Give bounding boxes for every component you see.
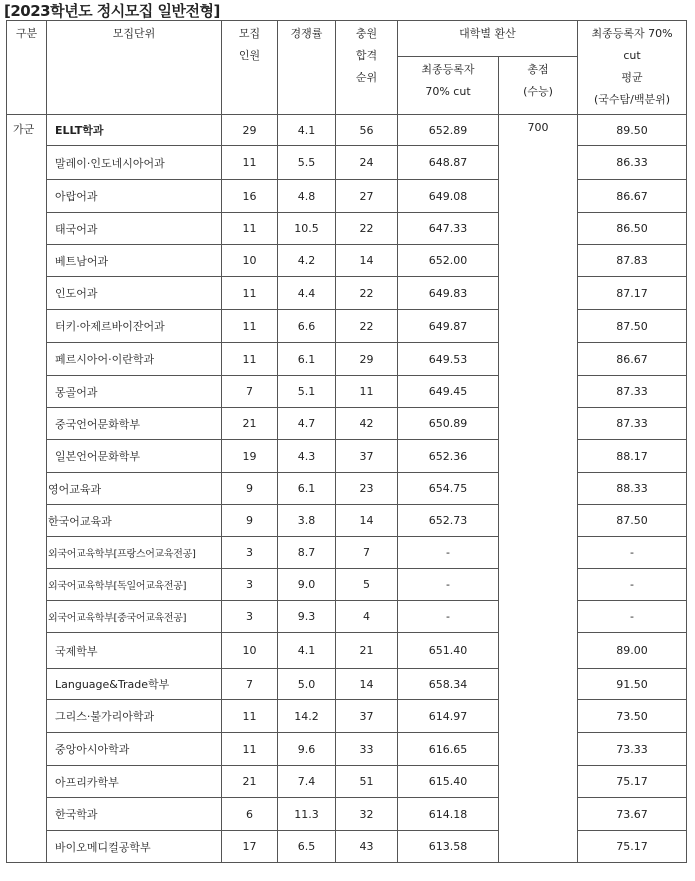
competition-cell: 4.8 (278, 180, 336, 213)
rank-cell: 42 (336, 408, 398, 440)
conversion-cut-cell: 649.53 (398, 343, 499, 376)
conversion-cut-cell: 649.08 (398, 180, 499, 213)
capacity-cell: 11 (222, 733, 278, 766)
capacity-cell: 17 (222, 831, 278, 863)
header-conv-cut-line1: 최종등록자 (421, 63, 475, 76)
final-cut-cell: 89.50 (578, 115, 687, 146)
table-row (7, 633, 687, 669)
header-final-line2: cut (623, 49, 641, 62)
capacity-cell: 6 (222, 798, 278, 831)
unit-cell: 한국어교육과 (47, 505, 222, 537)
competition-cell: 4.4 (278, 277, 336, 310)
header-rank-line2: 합격 (355, 49, 378, 62)
competition-cell: 7.4 (278, 766, 336, 798)
final-cut-cell: 87.50 (578, 505, 687, 537)
final-cut-cell: 87.17 (578, 277, 687, 310)
conversion-cut-cell: 615.40 (398, 766, 499, 798)
header-competition: 경쟁률 (278, 21, 336, 115)
unit-cell: 한국학과 (47, 798, 222, 831)
capacity-cell: 10 (222, 633, 278, 669)
rank-cell: 14 (336, 669, 398, 700)
conversion-cut-cell: 649.83 (398, 277, 499, 310)
rank-cell: 5 (336, 569, 398, 601)
unit-cell: 아프리카학부 (47, 766, 222, 798)
conversion-cut-cell: 613.58 (398, 831, 499, 863)
rank-cell: 23 (336, 473, 398, 505)
capacity-cell: 11 (222, 700, 278, 733)
final-cut-cell: 89.00 (578, 633, 687, 669)
final-cut-cell: 87.33 (578, 408, 687, 440)
capacity-cell: 16 (222, 180, 278, 213)
final-cut-cell: 91.50 (578, 669, 687, 700)
conversion-cut-cell: - (398, 537, 499, 569)
header-gubun: 구분 (7, 21, 47, 115)
table-row (7, 245, 687, 277)
competition-cell: 5.5 (278, 146, 336, 180)
rank-cell: 22 (336, 213, 398, 245)
unit-cell: 몽골어과 (47, 376, 222, 408)
header-conv-cut (398, 57, 499, 115)
unit-cell: 태국어과 (47, 213, 222, 245)
header-final (578, 21, 687, 115)
table-row (7, 440, 687, 473)
competition-cell: 6.1 (278, 343, 336, 376)
unit-cell: 중앙아시아학과 (47, 733, 222, 766)
capacity-cell: 3 (222, 601, 278, 633)
rank-cell: 11 (336, 376, 398, 408)
table-row (7, 310, 687, 343)
conversion-cut-cell: 648.87 (398, 146, 499, 180)
rank-cell: 7 (336, 537, 398, 569)
capacity-cell: 29 (222, 115, 278, 146)
competition-cell: 10.5 (278, 213, 336, 245)
capacity-cell: 19 (222, 440, 278, 473)
conversion-cut-cell: 649.45 (398, 376, 499, 408)
final-cut-cell: 86.67 (578, 180, 687, 213)
competition-cell: 6.6 (278, 310, 336, 343)
header-conv-total (499, 57, 578, 115)
final-cut-cell: 75.17 (578, 831, 687, 863)
total-score-cell: 700 (499, 115, 578, 863)
final-cut-cell: 73.50 (578, 700, 687, 733)
rank-cell: 43 (336, 831, 398, 863)
conversion-cut-cell: 658.34 (398, 669, 499, 700)
competition-cell: 9.0 (278, 569, 336, 601)
rank-cell: 14 (336, 245, 398, 277)
competition-cell: 8.7 (278, 537, 336, 569)
table-row (7, 766, 687, 798)
competition-cell: 3.8 (278, 505, 336, 537)
header-conv-total-line2: (수능) (523, 85, 553, 98)
unit-cell: 외국어교육학부[프랑스어교육전공] (47, 537, 222, 569)
rank-cell: 24 (336, 146, 398, 180)
table-row (7, 798, 687, 831)
table-row (7, 115, 687, 146)
unit-cell: 외국어교육학부[중국어교육전공] (47, 601, 222, 633)
unit-cell: Language&Trade학부 (47, 669, 222, 700)
final-cut-cell: 87.83 (578, 245, 687, 277)
conversion-cut-cell: 614.97 (398, 700, 499, 733)
capacity-cell: 3 (222, 569, 278, 601)
competition-cell: 5.0 (278, 669, 336, 700)
capacity-cell: 10 (222, 245, 278, 277)
capacity-cell: 21 (222, 766, 278, 798)
unit-cell: 영어교육과 (47, 473, 222, 505)
header-conversion: 대학별 환산 (398, 21, 578, 57)
header-rank-line1: 충원 (355, 27, 378, 40)
unit-cell: 페르시아어·이란학과 (47, 343, 222, 376)
competition-cell: 14.2 (278, 700, 336, 733)
conversion-cut-cell: 649.87 (398, 310, 499, 343)
competition-cell: 9.3 (278, 601, 336, 633)
unit-cell: 일본언어문화학부 (47, 440, 222, 473)
header-final-line4: (국수탐/백분위) (593, 93, 671, 106)
final-cut-cell: 73.33 (578, 733, 687, 766)
header-final-line1: 최종등록자 70% (591, 27, 673, 40)
rank-cell: 22 (336, 277, 398, 310)
header-rank-line3: 순위 (355, 71, 378, 84)
table-row (7, 376, 687, 408)
group-label-cell: 가군 (7, 115, 47, 863)
table-row (7, 831, 687, 863)
rank-cell: 22 (336, 310, 398, 343)
conversion-cut-cell: 652.73 (398, 505, 499, 537)
final-cut-cell: 73.67 (578, 798, 687, 831)
unit-cell: 국제학부 (47, 633, 222, 669)
capacity-cell: 11 (222, 310, 278, 343)
header-capacity (222, 21, 278, 115)
unit-cell: 중국언어문화학부 (47, 408, 222, 440)
capacity-cell: 9 (222, 505, 278, 537)
table-row (7, 213, 687, 245)
capacity-cell: 11 (222, 277, 278, 310)
unit-cell: 외국어교육학부[독일어교육전공] (47, 569, 222, 601)
table-body (7, 115, 687, 863)
table-row (7, 569, 687, 601)
competition-cell: 11.3 (278, 798, 336, 831)
unit-cell: 그리스·불가리아학과 (47, 700, 222, 733)
final-cut-cell: 87.50 (578, 310, 687, 343)
conversion-cut-cell: 654.75 (398, 473, 499, 505)
competition-cell: 4.2 (278, 245, 336, 277)
table-row (7, 408, 687, 440)
competition-cell: 5.1 (278, 376, 336, 408)
header-conv-total-line1: 총점 (527, 63, 549, 76)
final-cut-cell: 86.33 (578, 146, 687, 180)
capacity-cell: 7 (222, 669, 278, 700)
table-row (7, 473, 687, 505)
table-row (7, 601, 687, 633)
conversion-cut-cell: 650.89 (398, 408, 499, 440)
table-row (7, 180, 687, 213)
conversion-cut-cell: - (398, 569, 499, 601)
competition-cell: 4.1 (278, 115, 336, 146)
admission-table (6, 20, 687, 863)
competition-cell: 4.7 (278, 408, 336, 440)
final-cut-cell: 86.67 (578, 343, 687, 376)
competition-cell: 4.3 (278, 440, 336, 473)
table-row (7, 733, 687, 766)
competition-cell: 6.5 (278, 831, 336, 863)
capacity-cell: 11 (222, 146, 278, 180)
capacity-cell: 3 (222, 537, 278, 569)
header-capacity-line2: 인원 (238, 49, 261, 62)
header-conv-cut-line2: 70% cut (425, 85, 471, 98)
rank-cell: 27 (336, 180, 398, 213)
competition-cell: 4.1 (278, 633, 336, 669)
header-unit: 모집단위 (47, 21, 222, 115)
final-cut-cell: 75.17 (578, 766, 687, 798)
unit-cell: 말레이·인도네시아어과 (47, 146, 222, 180)
table-row (7, 669, 687, 700)
table-row (7, 277, 687, 310)
conversion-cut-cell: 614.18 (398, 798, 499, 831)
final-cut-cell: - (578, 537, 687, 569)
rank-cell: 37 (336, 700, 398, 733)
conversion-cut-cell: 652.00 (398, 245, 499, 277)
table-row (7, 343, 687, 376)
capacity-cell: 11 (222, 213, 278, 245)
table-row (7, 537, 687, 569)
rank-cell: 4 (336, 601, 398, 633)
competition-cell: 9.6 (278, 733, 336, 766)
unit-cell: 터키·아제르바이잔어과 (47, 310, 222, 343)
rank-cell: 21 (336, 633, 398, 669)
conversion-cut-cell: 652.36 (398, 440, 499, 473)
rank-cell: 29 (336, 343, 398, 376)
conversion-cut-cell: 647.33 (398, 213, 499, 245)
rank-cell: 32 (336, 798, 398, 831)
final-cut-cell: 88.17 (578, 440, 687, 473)
final-cut-cell: 87.33 (578, 376, 687, 408)
header-rank (336, 21, 398, 115)
unit-cell: 베트남어과 (47, 245, 222, 277)
unit-cell: 바이오메디컬공학부 (47, 831, 222, 863)
conversion-cut-cell: 651.40 (398, 633, 499, 669)
final-cut-cell: 88.33 (578, 473, 687, 505)
capacity-cell: 21 (222, 408, 278, 440)
conversion-cut-cell: 652.89 (398, 115, 499, 146)
unit-cell: 아랍어과 (47, 180, 222, 213)
unit-cell: 인도어과 (47, 277, 222, 310)
final-cut-cell: 86.50 (578, 213, 687, 245)
unit-cell: ELLT학과 (47, 115, 222, 146)
conversion-cut-cell: 616.65 (398, 733, 499, 766)
rank-cell: 56 (336, 115, 398, 146)
table-row (7, 700, 687, 733)
rank-cell: 14 (336, 505, 398, 537)
header-final-line3: 평균 (621, 71, 643, 84)
rank-cell: 37 (336, 440, 398, 473)
table-row (7, 505, 687, 537)
competition-cell: 6.1 (278, 473, 336, 505)
rank-cell: 51 (336, 766, 398, 798)
page-title: [2023학년도 정시모집 일반전형] (4, 2, 220, 20)
capacity-cell: 11 (222, 343, 278, 376)
rank-cell: 33 (336, 733, 398, 766)
conversion-cut-cell: - (398, 601, 499, 633)
capacity-cell: 7 (222, 376, 278, 408)
capacity-cell: 9 (222, 473, 278, 505)
final-cut-cell: - (578, 569, 687, 601)
final-cut-cell: - (578, 601, 687, 633)
table-row (7, 146, 687, 180)
header-capacity-line1: 모집 (238, 27, 261, 40)
